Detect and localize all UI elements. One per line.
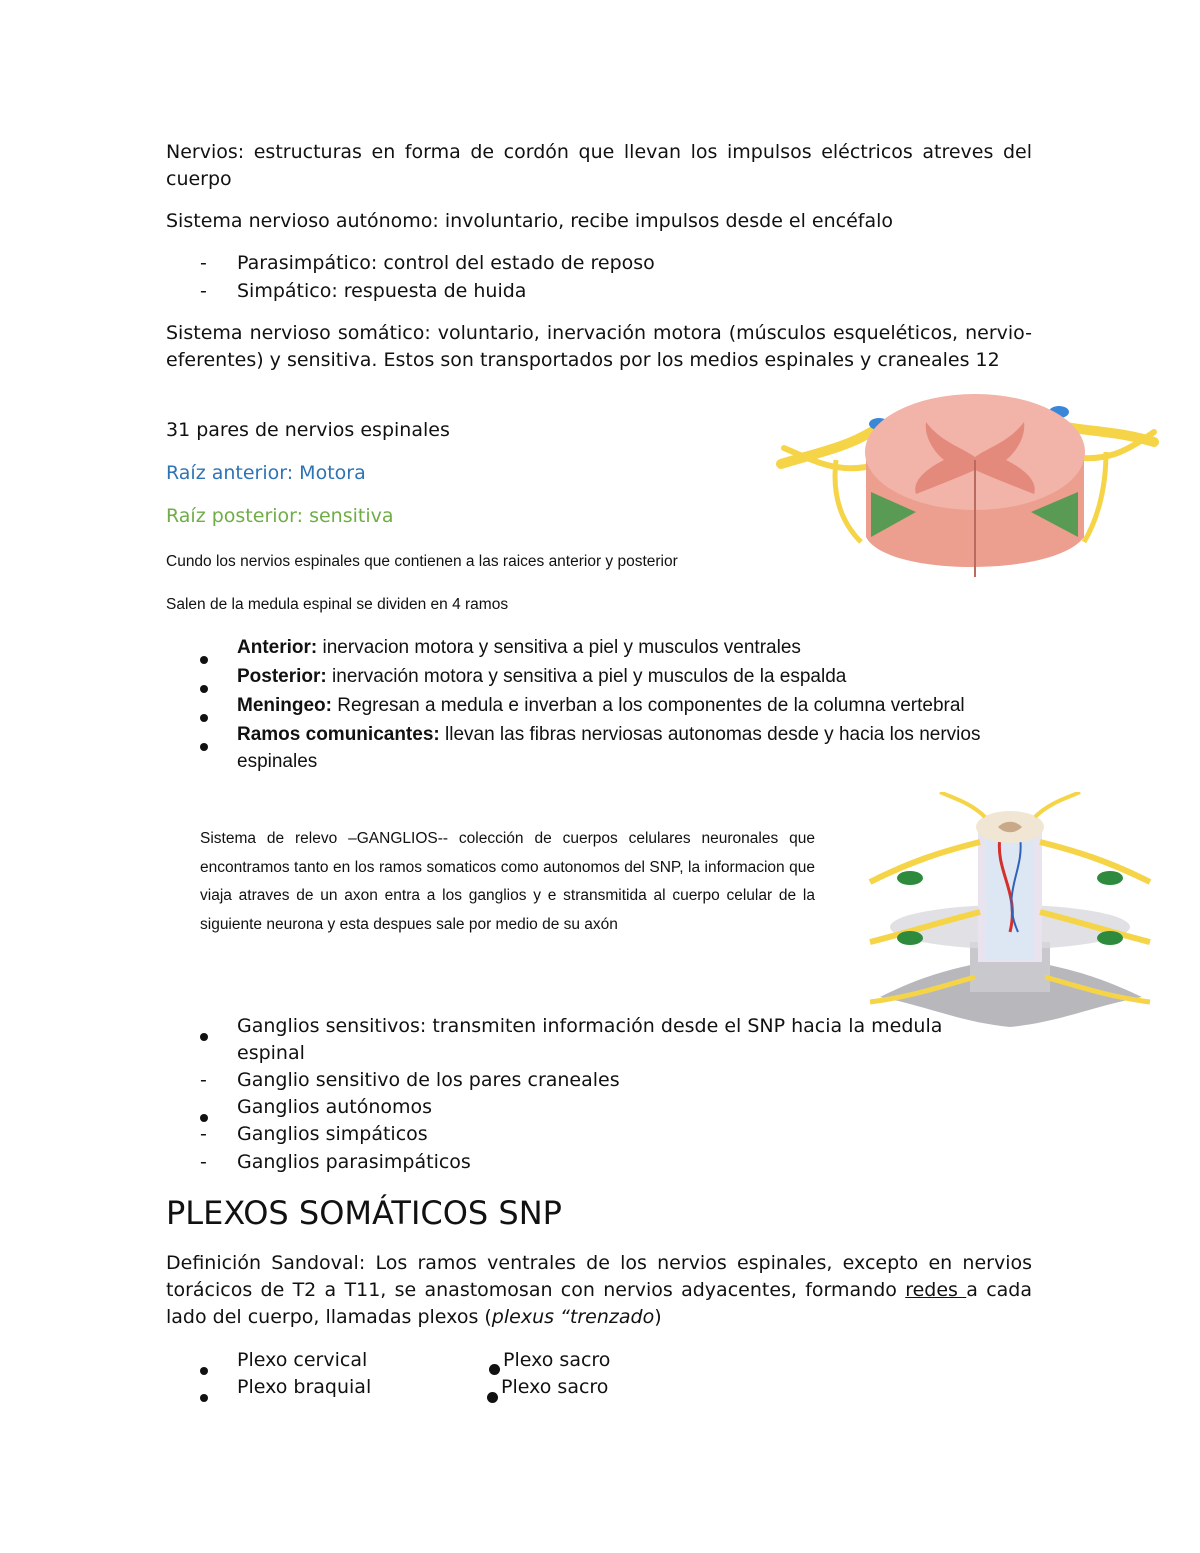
bullet-icon [200,1367,208,1375]
cundo-paragraph: Cundo los nervios espinales que contienen a las raices anterior y posterior [166,553,678,570]
ganglios-paragraph: Sistema de relevo –GANGLIOS-- colección de cuerpos celulares neuronales que encontramos tanto en los ramos somaticos como autonomos del SNP, la informacion que viaja atraves de un axon entra a los ganglios y e stransmitida al cuerpo celular de la siguiente neurona y esta despues sale por medio de su axón [200,830,815,933]
pares-espinales: 31 pares de nervios espinales [166,419,450,441]
document-page: Nervios: estructuras en forma de cordón que llevan los impulsos eléctricos atreves del cuerpo Sistema nervioso autónomo: involuntario, recibe impulsos desde el encéfalo - Parasimpático: control del estado de reposo - Simpático: respuesta de huida Sistema nervioso somático: voluntario, inervación motora (músculos esqueléticos, nervio-eferentes) y sensitiva. Estos son transportados por los medios espinales y craneales 12 31 pares de nervios espinales Raíz anterior: Motora Raíz posterior: sensitiva Cundo los nervios espinales que contienen a las raices anterior y posterior Salen de la medula espinal se dividen en 4 ramos Anterior: inervacion motora y sensitiva a piel y musculos ventrales Posterior: inervación motora y sensitiva a piel y musculos de la espalda Meningeo: Regresan a medula e inverban a los componentes de la columna vertebral Ramos comunicantes: llevan las fibras nerviosas autonomas desde y hacia los nervios espinales Sistema de relevo –GANGLIOS-- colección de cuerpos celulares neuronales que encontramos tanto en los ramos somaticos como autonomos del SNP, la informacion que viaja atraves de un axon entra a los ganglios y e stransmitida al cuerpo celular de la siguiente neurona y esta despues sale por medio de su axón Ganglios sensitivos: transmiten información desde el SNP hacia la medula espinal - Ganglio sensitivo de los pares craneales Ganglios autónomos - Ganglios simpáticos - Ganglios parasimpáticos PLEXOS SOMÁTICOS SNP Definición Sandoval: Los ramos ventrales de los nervios espinales, excepto en nervios torácicos de T2 a T11, se anastomosan con nervios adyacentes, formando redes a cada lado del cuerpo, llamadas plexos (plexus “trenzado) Plexo cervical Plexo sacro Plexo braquial Plexo sacro [0,0,1200,1553]
spinal-cord-cross-section-image [776,352,1162,590]
bullet-icon [200,743,208,751]
raiz-posterior-heading: Raíz posterior: sensitiva [166,505,394,527]
bullet-icon [489,1364,500,1375]
autonomo-paragraph: Sistema nervioso autónomo: involuntario, recibe impulsos desde el encéfalo [166,210,894,232]
bullet-icon [487,1392,498,1403]
somatico-paragraph: Sistema nervioso somático: voluntario, inervación motora (músculos esqueléticos, nervio-eferentes) y sensitiva. Estos son transportados por los medios espinales y craneales 12 [166,322,1032,371]
raiz-anterior-heading: Raíz anterior: Motora [166,462,366,484]
salen-paragraph: Salen de la medula espinal se dividen en 4 ramos [166,596,509,613]
bullet-icon [200,1394,208,1402]
definicion-paragraph: Definición Sandoval: Los ramos ventrales de los nervios espinales, excepto en nervios torácicos de T2 a T11, se anastomosan con nervios adyacentes, formando redes a cada lado del cuerpo, llamadas plexos (plexus “trenzado) [166,1252,1032,1328]
bullet-icon [200,656,208,664]
bullet-icon [200,1033,208,1041]
bullet-icon [200,714,208,722]
nervios-definition: Nervios: estructuras en forma de cordón que llevan los impulsos eléctricos atreves del cuerpo [166,141,1032,190]
plexos-heading: PLEXOS SOMÁTICOS SNP [166,1194,562,1232]
bullet-icon [200,685,208,693]
spinal-ganglia-image [860,792,1160,1028]
